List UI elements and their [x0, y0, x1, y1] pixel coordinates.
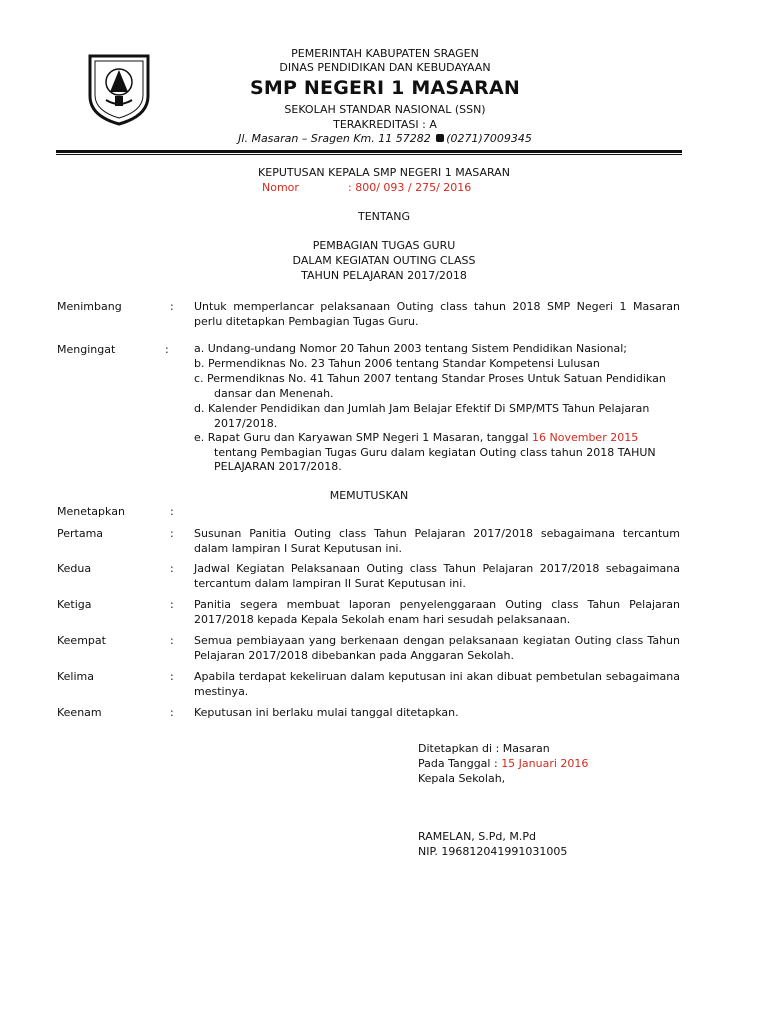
- signing-date-label: Pada Tanggal :: [418, 757, 498, 770]
- article-colon: :: [170, 527, 174, 540]
- accreditation: TERAKREDITASI : A: [333, 118, 437, 131]
- article-label-keempat: Keempat: [57, 634, 106, 647]
- article-label-kelima: Kelima: [57, 670, 95, 683]
- mengingat-item-b: b. Permendiknas No. 23 Tahun 2006 tentang Standar Kompetensi Lulusan: [194, 357, 600, 370]
- signing-place: Ditetapkan di : Masaran: [418, 742, 550, 755]
- signing-date: 15 Januari 2016: [501, 757, 589, 770]
- menimbang-colon: :: [170, 300, 174, 313]
- subject-line-3: TAHUN PELAJARAN 2017/2018: [301, 269, 467, 282]
- article-label-keenam: Keenam: [57, 706, 102, 719]
- menimbang-label: Menimbang: [57, 300, 122, 313]
- mengingat-item-e-cont2: PELAJARAN 2017/2018.: [214, 460, 342, 473]
- about-heading: TENTANG: [357, 210, 411, 223]
- article-colon: :: [170, 598, 174, 611]
- menetapkan-label: Menetapkan: [57, 505, 125, 518]
- signer-name: RAMELAN, S.Pd, M.Pd: [418, 830, 536, 843]
- subject-line-2: DALAM KEGIATAN OUTING CLASS: [292, 254, 476, 267]
- signer-nip: NIP. 196812041991031005: [418, 845, 568, 858]
- mengingat-item-d: d. Kalender Pendidikan dan Jumlah Jam Belajar Efektif Di SMP/MTS Tahun Pelajaran: [194, 402, 650, 415]
- article-text-pertama: Susunan Panitia Outing class Tahun Pelajaran 2017/2018 sebagaimana tercantum dalam lampiran I Surat Keputusan ini.: [194, 527, 680, 555]
- mengingat-item-c-cont: dansar dan Menenah.: [214, 387, 334, 400]
- department-name: DINAS PENDIDIKAN DAN KEBUDAYAAN: [279, 61, 491, 74]
- phone-number: (0271)7009345: [446, 132, 532, 145]
- mengingat-label: Mengingat: [57, 343, 116, 356]
- article-label-kedua: Kedua: [57, 562, 92, 575]
- decree-number-label: Nomor: [262, 181, 299, 194]
- mengingat-item-e-cont: tentang Pembagian Tugas Guru dalam kegiatan Outing class tahun 2018 TAHUN: [214, 446, 656, 459]
- article-text-keenam: Keputusan ini berlaku mulai tanggal ditetapkan.: [194, 706, 459, 719]
- article-colon: :: [170, 634, 174, 647]
- signer-position: Kepala Sekolah,: [418, 772, 506, 785]
- article-colon: :: [170, 562, 174, 575]
- signing-date-line: [418, 756, 588, 771]
- article-text-kelima: Apabila terdapat kekeliruan dalam keputusan ini akan dibuat pembetulan sebagaimana mestinya.: [194, 670, 680, 698]
- mengingat-item-a: a. Undang-undang Nomor 20 Tahun 2003 tentang Sistem Pendidikan Nasional;: [194, 342, 628, 355]
- letterhead-rule-thin: [56, 154, 682, 155]
- article-text-kedua: Jadwal Kegiatan Pelaksanaan Outing class Tahun Pelajaran 2017/2018 sebagaimana tercantum dalam lampiran II Surat Keputusan ini.: [194, 562, 680, 590]
- article-colon: :: [170, 670, 174, 683]
- regency-crest-icon: [86, 52, 152, 126]
- letterhead-rule-thick: [56, 150, 682, 153]
- address-line: [190, 132, 580, 145]
- article-text-ketiga: Panitia segera membuat laporan penyelenggaraan Outing class Tahun Pelajaran 2017/2018 kepada Kepala Sekolah enam hari sesudah pelaksanaan.: [194, 598, 680, 626]
- school-name: SMP NEGERI 1 MASARAN: [250, 77, 520, 99]
- menimbang-text: Untuk memperlancar pelaksanaan Outing class tahun 2018 SMP Negeri 1 Masaran perlu ditetapkan Pembagian Tugas Guru.: [194, 300, 680, 328]
- article-text-keempat: Semua pembiayaan yang berkenaan dengan pelaksanaan kegiatan Outing class Tahun Pelajaran 2017/2018 dibebankan pada Anggaran Sekolah.: [194, 634, 680, 662]
- government-name: PEMERINTAH KABUPATEN SRAGEN: [291, 47, 479, 60]
- mengingat-colon: :: [165, 343, 169, 356]
- article-label-pertama: Pertama: [57, 527, 104, 540]
- meeting-date: 16 November 2015: [532, 431, 639, 444]
- phone-icon: [436, 134, 444, 142]
- decree-number: : 800/ 093 / 275/ 2016: [348, 181, 472, 194]
- mengingat-item-e: [194, 431, 638, 444]
- mengingat-item-e-text: e. Rapat Guru dan Karyawan SMP Negeri 1 Masaran, tanggal: [194, 431, 529, 444]
- subject-line-1: PEMBAGIAN TUGAS GURU: [312, 239, 456, 252]
- mengingat-item-c: c. Permendiknas No. 41 Tahun 2007 tentang Standar Proses Untuk Satuan Pendidikan: [194, 372, 666, 385]
- decree-title: KEPUTUSAN KEPALA SMP NEGERI 1 MASARAN: [258, 166, 510, 179]
- memutuskan-heading: MEMUTUSKAN: [329, 489, 409, 502]
- article-label-ketiga: Ketiga: [57, 598, 92, 611]
- menetapkan-colon: :: [170, 505, 174, 518]
- address: Jl. Masaran – Sragen Km. 11 57282: [238, 132, 431, 145]
- article-colon: :: [170, 706, 174, 719]
- mengingat-item-d-cont: 2017/2018.: [214, 417, 278, 430]
- school-status: SEKOLAH STANDAR NASIONAL (SSN): [284, 103, 486, 116]
